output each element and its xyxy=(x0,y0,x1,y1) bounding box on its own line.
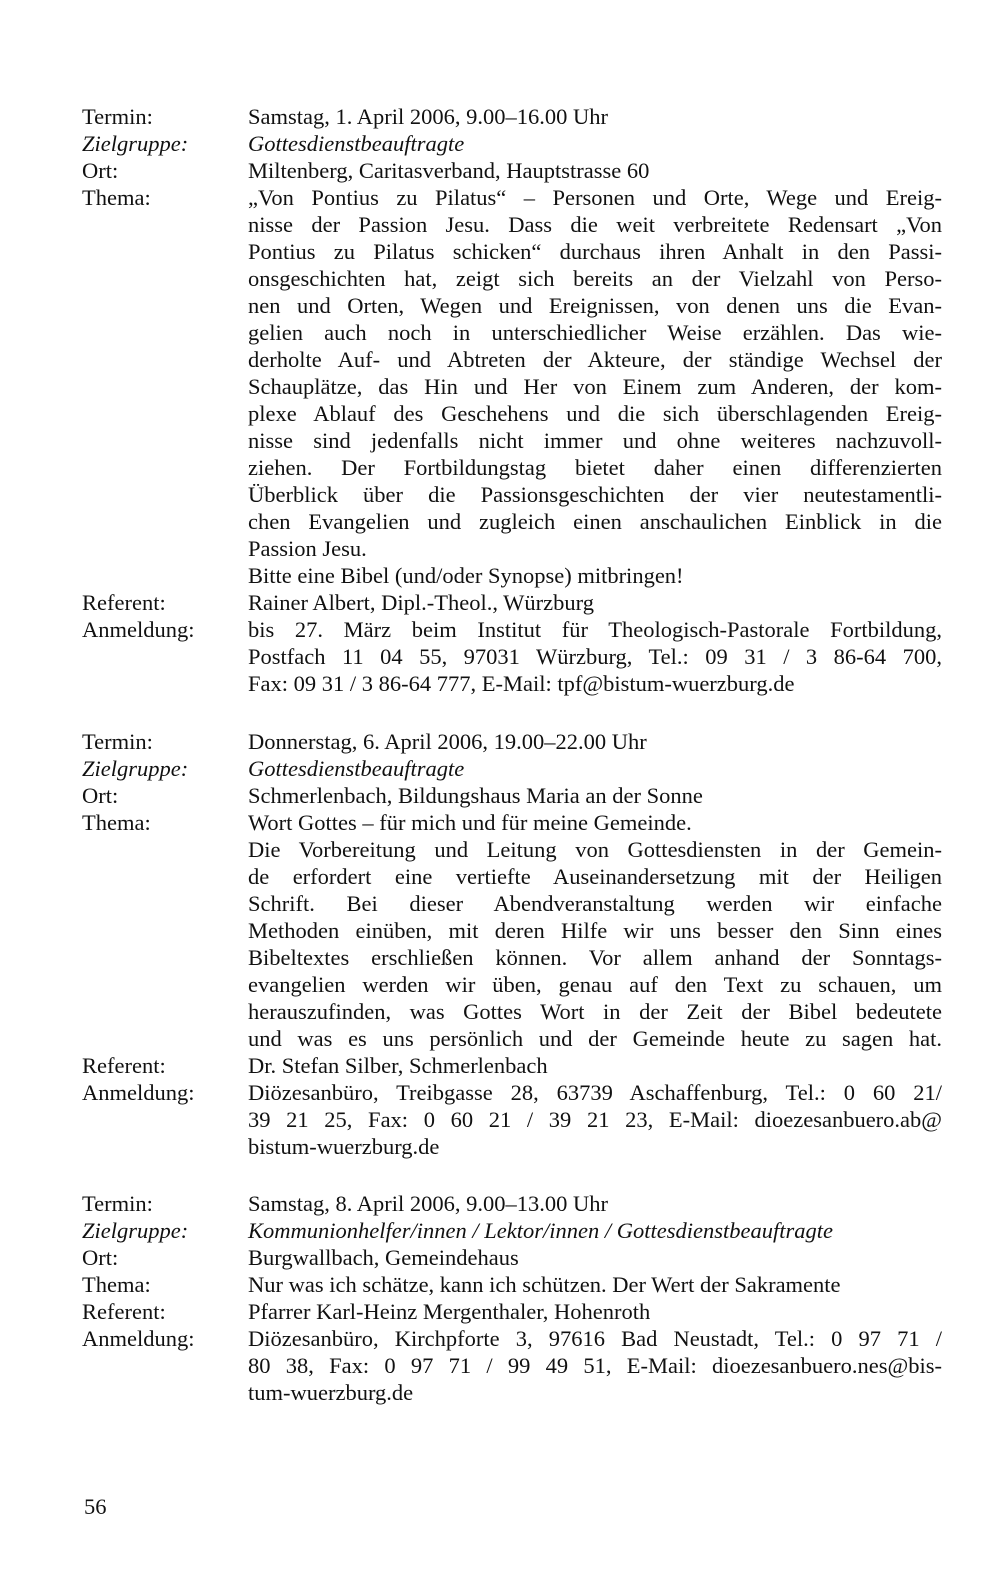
field-value: Samstag, 8. April 2006, 9.00–13.00 Uhr xyxy=(248,1191,608,1216)
field-value: Miltenberg, Caritasverband, Hauptstrasse 60 xyxy=(248,158,650,183)
text-line: 80 38, Fax: 0 97 71 / 99 49 51, E-Mail: dioezesanbuero.nes@bis- xyxy=(248,1353,942,1378)
text-line: 39 21 25, Fax: 0 60 21 / 39 21 23, E-Mail: dioezesanbuero.ab@ xyxy=(248,1107,942,1132)
field-label: Ort: xyxy=(82,783,119,808)
event-entry xyxy=(82,1190,942,1406)
field-value: Schmerlenbach, Bildungshaus Maria an der Sonne xyxy=(248,783,703,808)
field-value: Kommunionhelfer/innen / Lektor/innen / Gottesdienstbeauftragte xyxy=(248,1218,833,1243)
text-line: und was es uns persönlich und der Gemeinde heute zu sagen hat. xyxy=(248,1026,942,1051)
text-line: de erfordert eine vertiefte Auseinandersetzung mit der Heiligen xyxy=(248,864,942,889)
text-line: Wort Gottes – für mich und für meine Gemeinde. xyxy=(248,810,692,835)
field-zielgruppe xyxy=(82,130,942,157)
field-value: Gottesdienstbeauftragte xyxy=(248,131,465,156)
field-thema xyxy=(82,184,942,589)
text-line: nisse sind jedenfalls nicht immer und ohne weiteres nachzuvoll- xyxy=(248,428,942,453)
field-label: Thema: xyxy=(82,1272,151,1297)
field-label: Anmeldung: xyxy=(82,1326,195,1351)
text-line: bis 27. März beim Institut für Theologisch-Pastorale Fortbildung, xyxy=(248,617,942,642)
text-line: Methoden einüben, mit deren Hilfe wir uns besser den Sinn eines xyxy=(248,918,942,943)
field-termin xyxy=(82,728,942,755)
text-line: ziehen. Der Fortbildungstag bietet daher einen differenzierten xyxy=(248,455,942,480)
field-value xyxy=(248,616,942,697)
field-referent xyxy=(82,1298,942,1325)
field-zielgruppe xyxy=(82,755,942,782)
field-value: Samstag, 1. April 2006, 9.00–16.00 Uhr xyxy=(248,104,608,129)
text-line: Postfach 11 04 55, 97031 Würzburg, Tel.: 09 31 / 3 86-64 700, xyxy=(248,644,942,669)
field-value xyxy=(248,809,942,1052)
text-line: Schauplätze, das Hin und Her von Einem zum Anderen, der kom- xyxy=(248,374,942,399)
field-value: Nur was ich schätze, kann ich schützen. Der Wert der Sakramente xyxy=(248,1272,841,1297)
field-label: Thema: xyxy=(82,185,151,210)
field-value xyxy=(248,184,942,589)
text-line: bistum-wuerzburg.de xyxy=(248,1134,440,1159)
field-ort xyxy=(82,157,942,184)
text-line: chen Evangelien und zugleich einen anschaulichen Einblick in die xyxy=(248,509,942,534)
field-thema xyxy=(82,1271,942,1298)
text-line: Überblick über die Passionsgeschichten der vier neutestamentli- xyxy=(248,482,942,507)
field-value: Pfarrer Karl-Heinz Mergenthaler, Hohenroth xyxy=(248,1299,651,1324)
field-value: Burgwallbach, Gemeindehaus xyxy=(248,1245,519,1270)
field-value: Rainer Albert, Dipl.-Theol., Würzburg xyxy=(248,590,594,615)
text-line: Schrift. Bei dieser Abendveranstaltung werden wir einfache xyxy=(248,891,942,916)
field-referent xyxy=(82,1052,942,1079)
field-label: Zielgruppe: xyxy=(82,1218,189,1243)
text-line: derholte Auf- und Abtreten der Akteure, der ständige Wechsel der xyxy=(248,347,942,372)
field-label: Zielgruppe: xyxy=(82,756,189,781)
text-line: Diözesanbüro, Treibgasse 28, 63739 Aschaffenburg, Tel.: 0 60 21/ xyxy=(248,1080,942,1105)
field-label: Referent: xyxy=(82,1053,166,1078)
text-line: nen und Orten, Wegen und Ereignissen, von denen uns die Evan- xyxy=(248,293,942,318)
field-value xyxy=(248,1325,942,1406)
text-line: „Von Pontius zu Pilatus“ – Personen und Orte, Wege und Ereig- xyxy=(248,185,942,210)
field-label: Referent: xyxy=(82,590,166,615)
text-line: Fax: 09 31 / 3 86-64 777, E-Mail: tpf@bistum-wuerzburg.de xyxy=(248,671,795,696)
text-line: evangelien werden wir üben, genau auf den Text zu schauen, um xyxy=(248,972,942,997)
field-label: Anmeldung: xyxy=(82,1080,195,1105)
field-ort xyxy=(82,782,942,809)
field-label: Thema: xyxy=(82,810,151,835)
field-value: Gottesdienstbeauftragte xyxy=(248,756,465,781)
field-label: Termin: xyxy=(82,1191,153,1216)
text-line: gelien auch noch in unterschiedlicher Weise erzählen. Das wie- xyxy=(248,320,942,345)
field-label: Zielgruppe: xyxy=(82,131,189,156)
text-line: plexe Ablauf des Geschehens und die sich überschlagenden Ereig- xyxy=(248,401,942,426)
field-termin xyxy=(82,103,942,130)
text-line: onsgeschichten hat, zeigt sich bereits an der Vielzahl von Perso- xyxy=(248,266,942,291)
field-label: Termin: xyxy=(82,104,153,129)
field-value: Dr. Stefan Silber, Schmerlenbach xyxy=(248,1053,548,1078)
field-label: Anmeldung: xyxy=(82,617,195,642)
field-label: Ort: xyxy=(82,1245,119,1270)
text-line: Bibeltextes erschließen können. Vor allem anhand der Sonntags- xyxy=(248,945,942,970)
field-anmeldung xyxy=(82,1325,942,1406)
text-line: Bitte eine Bibel (und/oder Synopse) mitbringen! xyxy=(248,563,684,588)
text-line: Diözesanbüro, Kirchpforte 3, 97616 Bad Neustadt, Tel.: 0 97 71 / xyxy=(248,1326,942,1351)
text-line: herauszufinden, was Gottes Wort in der Zeit der Bibel bedeutete xyxy=(248,999,942,1024)
field-zielgruppe xyxy=(82,1217,942,1244)
field-anmeldung xyxy=(82,1079,942,1160)
text-line: tum-wuerzburg.de xyxy=(248,1380,414,1405)
text-line: Pontius zu Pilatus schicken“ durchaus ihren Anhalt in den Passi- xyxy=(248,239,942,264)
field-termin xyxy=(82,1190,942,1217)
text-line: nisse der Passion Jesu. Dass die weit verbreitete Redensart „Von xyxy=(248,212,942,237)
event-entry xyxy=(82,728,942,1160)
field-label: Referent: xyxy=(82,1299,166,1324)
event-entry xyxy=(82,103,942,697)
text-line: Passion Jesu. xyxy=(248,536,367,561)
text-line: Die Vorbereitung und Leitung von Gottesdiensten in der Gemein- xyxy=(248,837,942,862)
page-number: 56 xyxy=(84,1494,107,1519)
field-value: Donnerstag, 6. April 2006, 19.00–22.00 Uhr xyxy=(248,729,647,754)
field-ort xyxy=(82,1244,942,1271)
field-value xyxy=(248,1079,942,1160)
field-referent xyxy=(82,589,942,616)
field-label: Termin: xyxy=(82,729,153,754)
field-anmeldung xyxy=(82,616,942,697)
field-label: Ort: xyxy=(82,158,119,183)
field-thema xyxy=(82,809,942,1052)
